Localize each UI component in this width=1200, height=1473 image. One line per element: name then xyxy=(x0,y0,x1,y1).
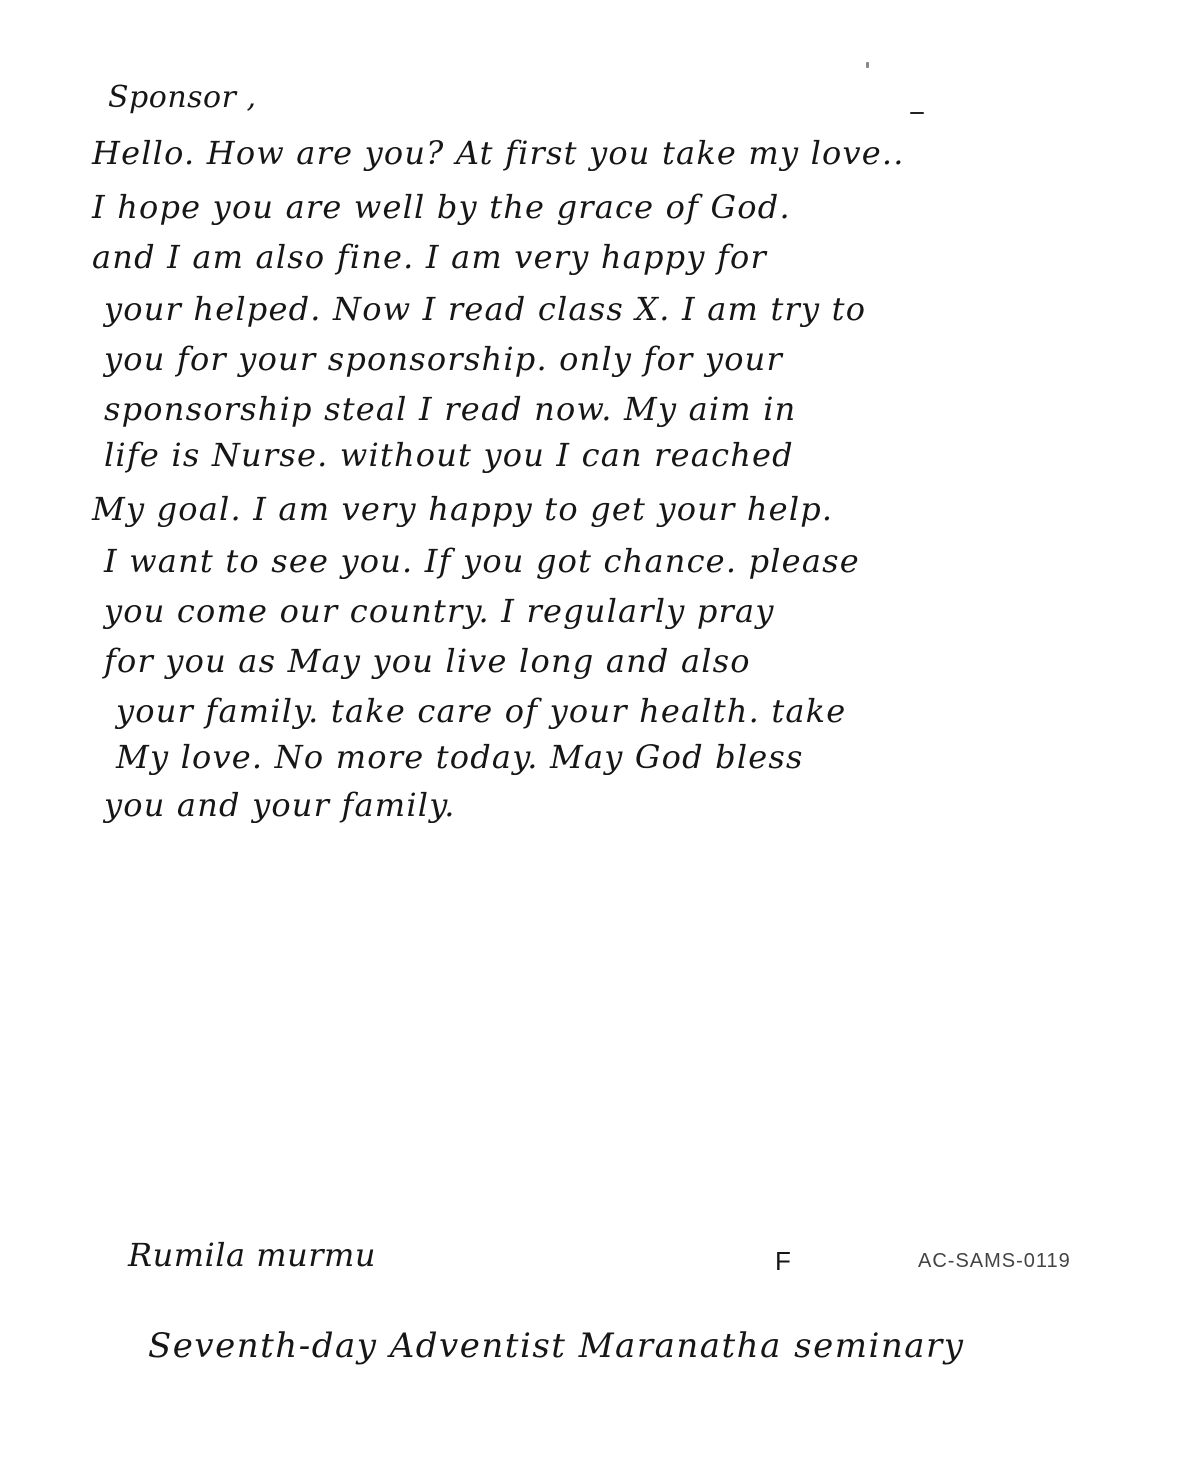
scan-mark xyxy=(910,112,924,114)
letter-line: sponsorship steal I read now. My aim in xyxy=(104,390,797,428)
letter-line: I hope you are well by the grace of God. xyxy=(92,188,791,226)
letter-line: you and your family. xyxy=(104,786,456,824)
letter-line: and I am also fine. I am very happy for xyxy=(92,238,767,276)
letter-line: for you as May you live long and also xyxy=(104,642,751,680)
letter-line: My goal. I am very happy to get your help. xyxy=(92,490,834,528)
letter-line: My love. No more today. May God bless xyxy=(116,738,804,776)
child-name: Rumila murmu xyxy=(128,1236,376,1274)
gender-mark: F xyxy=(775,1246,792,1276)
letter-line: I want to see you. If you got chance. please xyxy=(104,542,860,580)
letter-line: you for your sponsorship. only for your xyxy=(104,340,783,378)
school-name: Seventh-day Adventist Maranatha seminary xyxy=(148,1326,965,1366)
salutation: Sponsor , xyxy=(108,80,257,115)
letter-line: your helped. Now I read class X. I am try to xyxy=(104,290,867,328)
letter-line: Hello. How are you? At first you take my love.. xyxy=(92,134,905,172)
letter-line: your family. take care of your health. take xyxy=(116,692,847,730)
child-id: AC-SAMS-0119 xyxy=(918,1250,1071,1272)
letter-line: you come our country. I regularly pray xyxy=(104,592,775,630)
scan-mark xyxy=(866,62,869,68)
letter-line: life is Nurse. without you I can reached xyxy=(104,436,794,474)
